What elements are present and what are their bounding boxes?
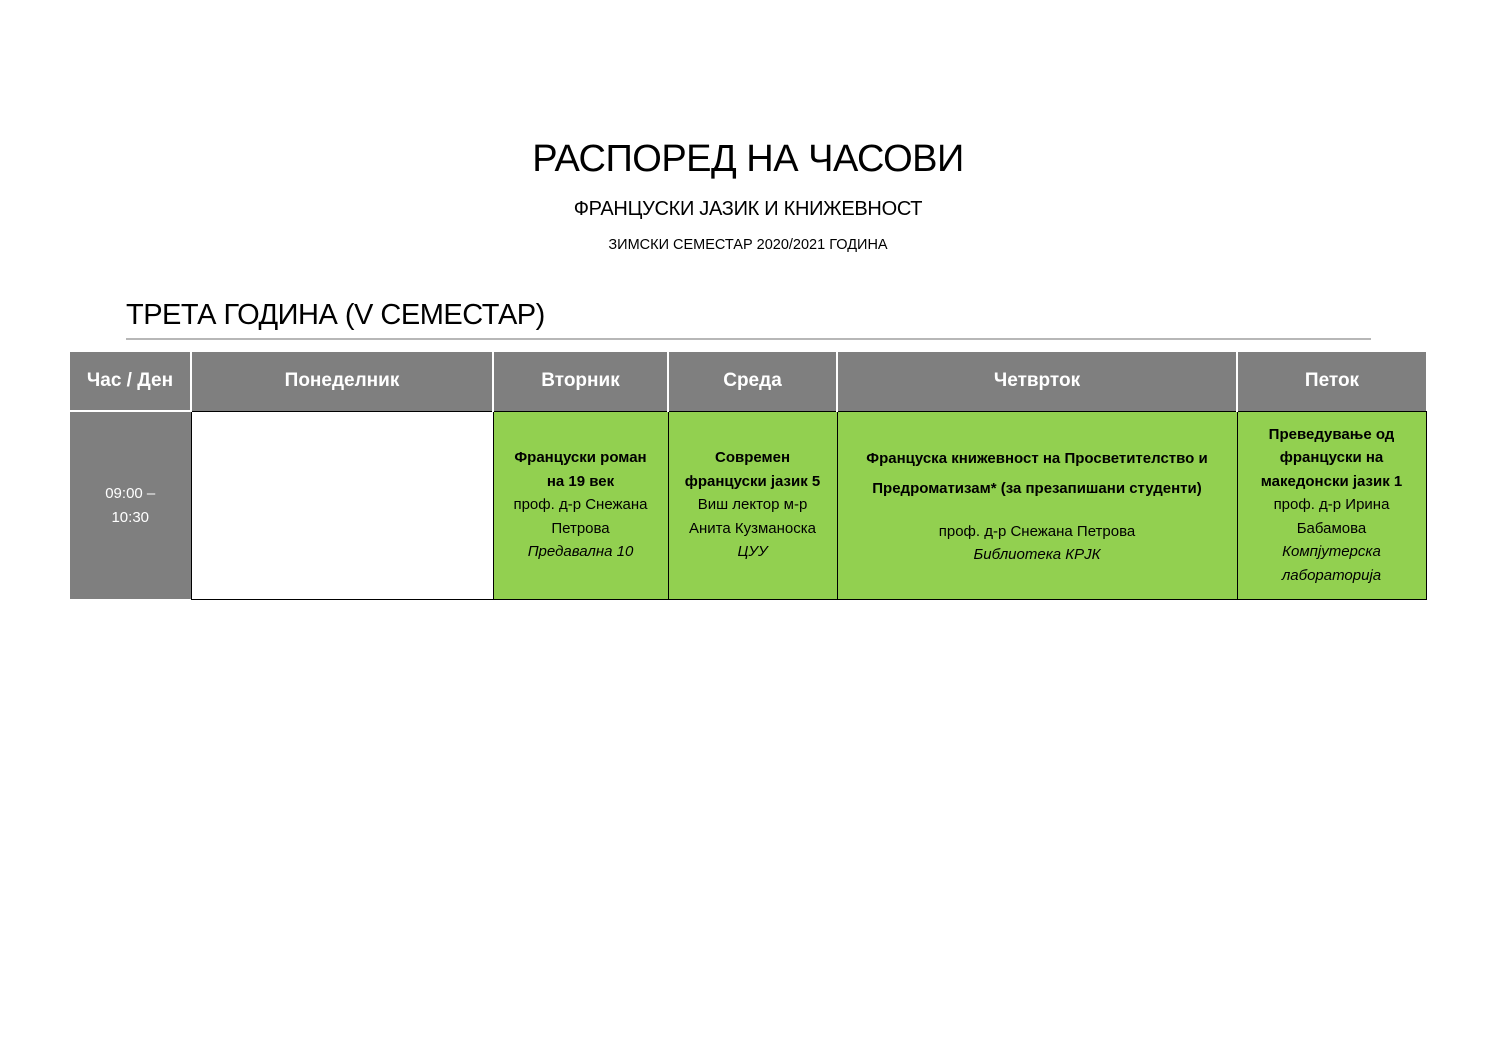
course-room: ЦУУ bbox=[737, 543, 768, 561]
course-name bbox=[844, 444, 1231, 504]
col-header-monday: Понеделник bbox=[191, 352, 493, 411]
course-name bbox=[1244, 423, 1420, 494]
semester-label: ЗИМСКИ СЕМЕСТАР 2020/2021 ГОДИНА bbox=[608, 237, 888, 253]
course-name-line: Француска книжевност на Просветителство и bbox=[866, 449, 1208, 467]
course-name-line: Преведување од bbox=[1268, 425, 1395, 443]
course-name bbox=[675, 446, 831, 493]
course-room: Предавална 10 bbox=[527, 543, 634, 561]
table-header-row bbox=[70, 352, 1426, 411]
professor-line: проф. д-р Ирина bbox=[1273, 496, 1390, 514]
course-name-line: македонски јазик 1 bbox=[1260, 472, 1403, 490]
page-title: РАСПОРЕД НА ЧАСОВИ bbox=[532, 138, 964, 180]
wednesday-course-cell bbox=[668, 411, 837, 599]
course-name-line: на 19 век bbox=[546, 472, 615, 490]
professor-line: проф. д-р Снежана bbox=[513, 496, 648, 514]
col-header-tuesday: Вторник bbox=[493, 352, 668, 411]
course-professor: проф. д-р Снежана Петрова bbox=[938, 522, 1136, 540]
friday-course-cell bbox=[1237, 411, 1426, 599]
professor-line: Виш лектор м-р bbox=[697, 496, 808, 514]
col-header-thursday: Четврток bbox=[837, 352, 1237, 411]
schedule-table bbox=[70, 352, 1427, 600]
monday-cell bbox=[191, 411, 493, 599]
course-name bbox=[500, 446, 662, 493]
course-name-line: Француски роман bbox=[514, 449, 647, 467]
heading-divider bbox=[126, 338, 1371, 340]
course-room: Библиотека КРЈК bbox=[973, 546, 1101, 563]
professor-line: Бабамова bbox=[1296, 519, 1367, 537]
course-name-line: француски јазик 5 bbox=[684, 472, 821, 490]
professor-line: Петрова bbox=[551, 519, 610, 537]
course-name-line: француски на bbox=[1279, 449, 1384, 467]
course-professor bbox=[1244, 493, 1420, 540]
col-header-time: Час / Ден bbox=[70, 352, 191, 411]
room-line: лабораторија bbox=[1281, 566, 1382, 584]
course-name-line: Предроматизам* (за презапишани студенти) bbox=[872, 479, 1202, 497]
col-header-friday: Петок bbox=[1237, 352, 1426, 411]
time-slot-cell bbox=[70, 411, 191, 599]
col-header-wednesday: Среда bbox=[668, 352, 837, 411]
room-line: Компјутерска bbox=[1282, 543, 1381, 561]
program-name: ФРАНЦУСКИ ЈАЗИК И КНИЖЕВНОСТ bbox=[573, 198, 923, 220]
tuesday-course-cell bbox=[493, 411, 668, 599]
professor-line: Анита Кузманоска bbox=[688, 519, 816, 537]
table-row bbox=[70, 411, 1426, 599]
time-end: 10:30 bbox=[111, 508, 150, 526]
course-professor bbox=[500, 493, 662, 540]
course-name-line: Современ bbox=[714, 449, 791, 467]
thursday-course-cell bbox=[837, 411, 1237, 599]
time-start: 09:00 – bbox=[105, 485, 156, 502]
year-heading: ТРЕТА ГОДИНА (V СЕМЕСТАР) bbox=[126, 299, 545, 331]
course-room bbox=[1244, 540, 1420, 587]
course-professor bbox=[675, 493, 831, 540]
